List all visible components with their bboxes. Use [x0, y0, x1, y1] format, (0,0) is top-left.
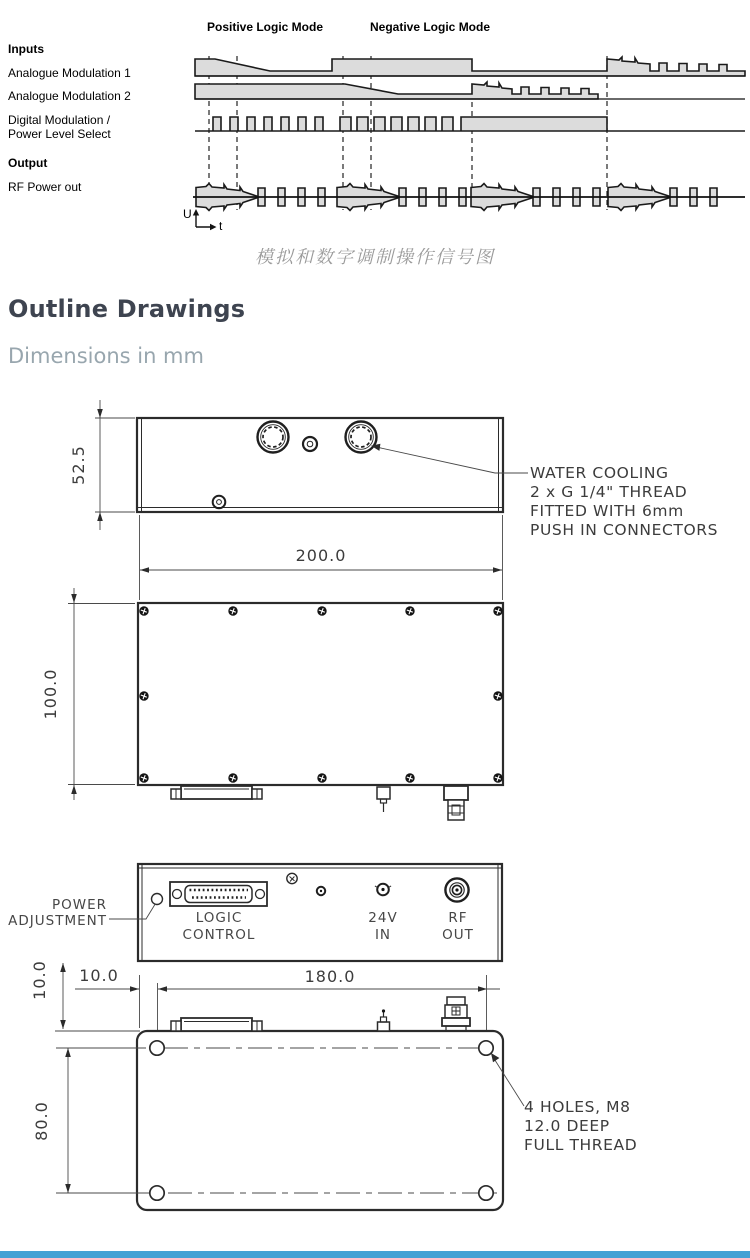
timing-diagram: [193, 56, 745, 230]
water-cooling-callout-line1: WATER COOLING: [530, 464, 669, 482]
top-view-bnc: [444, 786, 468, 820]
output-heading: Output: [8, 156, 48, 170]
water-cooling-callout-line4: PUSH IN CONNECTORS: [530, 521, 719, 539]
negative-logic-mode-label: Negative Logic Mode: [370, 20, 491, 34]
bottom-view-dsub: [171, 1018, 262, 1031]
axis-t-label: t: [219, 219, 223, 233]
analogue-modulation-2-label: Analogue Modulation 2: [8, 89, 131, 103]
dim-52-5: [69, 400, 135, 530]
rf-out-label-line1: RF: [448, 910, 468, 926]
dimensions-note: Dimensions in mm: [8, 344, 204, 368]
dim-200-0: [140, 515, 503, 600]
svg-text:100.0: 100.0: [41, 668, 60, 720]
digital-modulation-label-line2: Power Level Select: [8, 127, 111, 141]
svg-text:200.0: 200.0: [295, 546, 347, 565]
inputs-heading: Inputs: [8, 42, 44, 56]
holes-callout-line3: FULL THREAD: [524, 1136, 638, 1154]
side-view-drawing: [69, 400, 528, 600]
power-adjustment-label-line1: POWER: [51, 897, 107, 913]
digital-modulation-waveform: [195, 117, 745, 131]
ut-axis: [193, 209, 217, 230]
dim-100-0: [41, 588, 135, 800]
svg-text:10.0: 10.0: [79, 966, 119, 985]
water-cooling-callout-line3: FITTED WITH 6mm: [530, 502, 684, 520]
logic-control-dsub: [170, 882, 267, 906]
top-view-toggle: [377, 787, 390, 812]
analogue-modulation-2-waveform: [195, 82, 598, 99]
holes-callout-line1: 4 HOLES, M8: [524, 1098, 631, 1116]
dim-80-0: [32, 1048, 126, 1193]
chinese-caption: 模拟和数字调制操作信号图: [255, 247, 495, 268]
footer-accent-bar: [0, 1251, 750, 1258]
rf-power-out-waveform: [193, 184, 745, 211]
digital-modulation-label-line1: Digital Modulation /: [8, 113, 111, 127]
water-cooling-callout-line2: 2 x G 1/4" THREAD: [530, 483, 688, 501]
24v-in-label-line2: IN: [374, 927, 392, 943]
bottom-view-bnc: [442, 997, 470, 1031]
svg-text:180.0: 180.0: [304, 967, 356, 986]
top-view-dsub: [171, 786, 262, 799]
24v-in-label-line1: 24V: [368, 910, 398, 926]
svg-text:80.0: 80.0: [32, 1101, 51, 1141]
rf-out-label-line2: OUT: [442, 927, 474, 943]
svg-text:52.5: 52.5: [69, 445, 88, 485]
bottom-view-toggle: [378, 1009, 390, 1031]
svg-text:10.0: 10.0: [30, 960, 49, 1000]
rf-power-out-label: RF Power out: [8, 180, 82, 194]
power-adjustment-label-line2: ADJUSTMENT: [8, 913, 107, 929]
timing-dashed-guides: [209, 56, 607, 210]
positive-logic-mode-label: Positive Logic Mode: [207, 20, 324, 34]
holes-callout-line2: 12.0 DEEP: [524, 1117, 610, 1135]
analogue-modulation-1-label: Analogue Modulation 1: [8, 66, 131, 80]
logic-control-label-line1: LOGIC: [195, 910, 243, 926]
logic-control-label-line2: CONTROL: [182, 927, 256, 943]
top-view-drawing: [41, 588, 503, 820]
front-view-drawing: [109, 864, 502, 961]
axis-u-label: U: [183, 207, 192, 221]
outline-drawings-heading: Outline Drawings: [8, 295, 246, 323]
bottom-view-drawing: [30, 960, 524, 1210]
analogue-modulation-1-waveform: [195, 57, 745, 76]
